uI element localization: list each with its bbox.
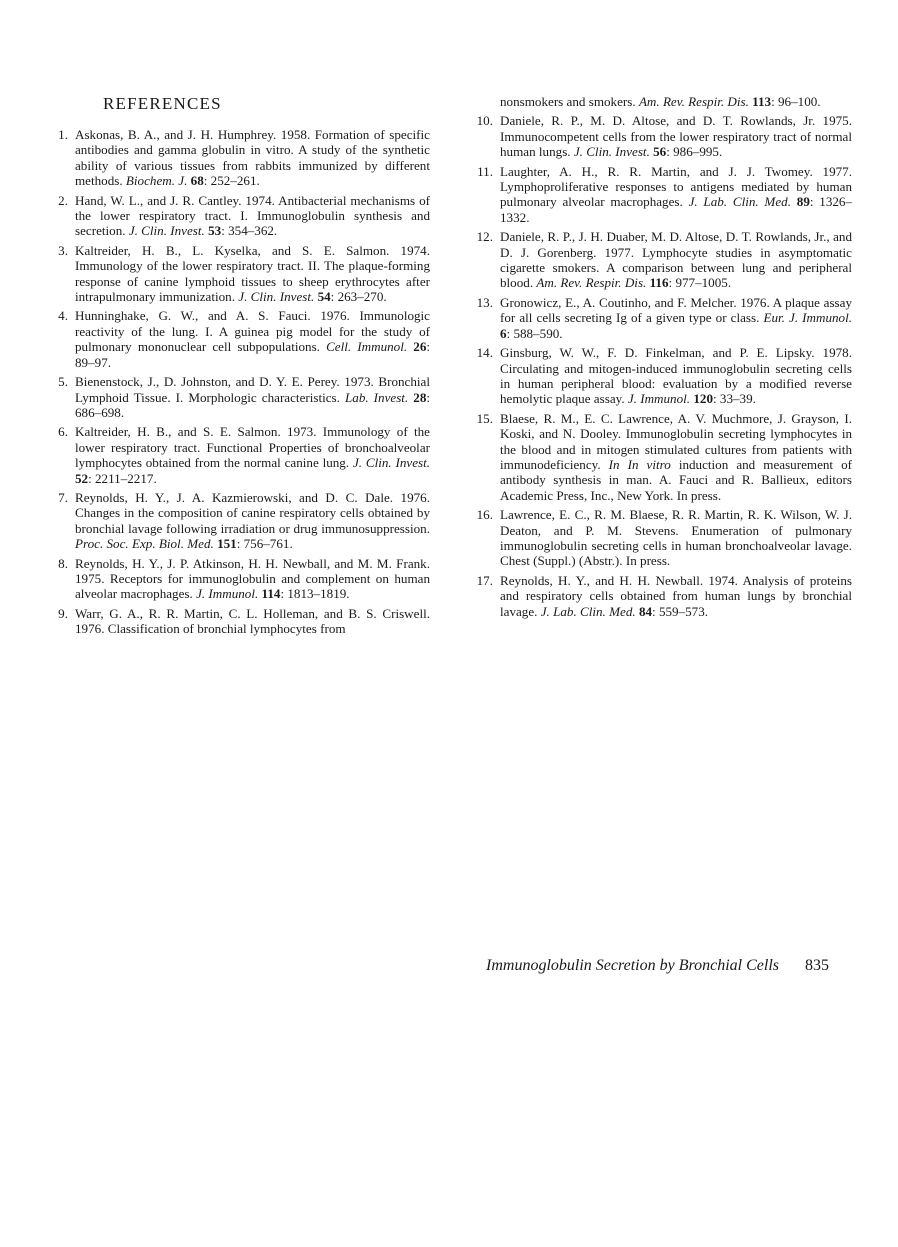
reference-number: 5. [58,374,68,390]
reference-number: 2. [58,192,68,208]
reference-volume: 116 [649,275,669,291]
page-number: 835 [805,957,829,974]
reference-journal: J. Immunol. [196,586,259,602]
reference-text: Laughter, A. H., R. R. Martin, and J. J. Twomey. 1977. Lymphoproliferative responses to antigens mediated by human pulmonary alveolar macrophages. [500,163,852,210]
reference-journal: Biochem. J. [125,173,188,189]
reference-5 [50,374,430,420]
reference-pages: : 686–698. [75,389,430,420]
reference-1 [50,127,430,189]
reference-text: Askonas, B. A., and J. H. Humphrey. 1958. Formation of specific antibodies and gamma globulin in vitro. A study of the synthetic ability of various tissues from rabbits immunized by different methods. [75,127,430,189]
reference-6 [50,424,430,486]
reference-volume: 54 [317,289,331,305]
reference-number: 14. [476,345,493,361]
reference-2 [50,193,430,239]
reference-7 [50,490,430,552]
reference-number: 10. [476,113,493,129]
running-title: Immunoglobulin Secretion by Bronchial Cells [486,957,779,974]
reference-volume: 56 [653,144,667,160]
references-heading: REFERENCES [103,94,222,113]
reference-journal: Cell. Immunol. [326,339,408,355]
reference-text: Warr, G. A., R. R. Martin, C. L. Holleman, and B. S. Criswell. 1976. Classification of bronchial lymphocytes from [75,605,430,637]
reference-pages: : 2211–2217. [88,470,157,486]
reference-volume: 84 [638,603,653,619]
reference-pages: : 252–261. [203,173,260,189]
reference-journal: Proc. Soc. Exp. Biol. Med. [75,536,214,552]
reference-pages: : 33–39. [712,391,756,407]
reference-text: Daniele, R. P., M. D. Altose, and D. T. Rowlands, Jr. 1975. Immunocompetent cells from the lower respiratory tract of normal human lungs. [500,113,852,160]
reference-journal: J. Clin. Invest. [352,455,431,471]
reference-14 [475,345,852,407]
reference-pages: : 263–270. [330,289,387,305]
reference-number: 11. [477,163,493,179]
reference-4 [50,308,430,370]
reference-pages: : 756–761. [236,536,293,552]
reference-number: 15. [476,410,493,426]
reference-11 [475,164,852,226]
reference-pages: : 986–995. [666,144,723,160]
reference-text: Reynolds, H. Y., J. A. Kazmierowski, and D. C. Dale. 1976. Changes in the composition of canine respiratory cells obtained by bronchial lavage following irradiation or drug immunosuppression. [75,489,430,536]
reference-pages: : 354–362. [221,223,278,239]
reference-number: 13. [476,294,493,310]
reference-number: 1. [58,127,68,142]
reference-text: Reynolds, H. Y., J. P. Atkinson, H. H. Newball, and M. M. Frank. 1975. Receptors for immunoglobulin and complement on human alveolar macrophages. [75,555,430,602]
reference-13 [475,295,852,341]
reference-3 [50,243,430,305]
reference-volume: 53 [208,223,222,239]
reference-15 [475,411,852,503]
reference-journal: J. Clin. Invest. [238,289,315,305]
reference-journal: J. Immunol. [627,391,691,407]
reference-number: 12. [476,229,493,245]
reference-journal: J. Lab. Clin. Med. [688,194,791,210]
reference-pages: : 977–1005. [668,275,732,291]
reference-number: 17. [476,572,493,588]
reference-book-title: In In vitro [608,456,671,472]
reference-volume: 28 [413,389,427,405]
reference-volume: 26 [413,339,427,355]
reference-text: Reynolds, H. Y., and H. H. Newball. 1974. Analysis of proteins and respiratory cells obtained from human lungs by bronchial lavage. [500,572,852,619]
reference-text: nonsmokers and smokers. [500,94,639,109]
reference-17 [475,573,852,619]
reference-text: Blaese, R. M., E. C. Lawrence, A. V. Muchmore, J. Grayson, I. Koski, and N. Dooley. Immunoglobulin secreting lymphocytes in the blood and in mitogen stimulated cultures from patients with immunodeficiency. [500,410,852,472]
reference-text: Bienenstock, J., D. Johnston, and D. Y. E. Perey. 1973. Bronchial Lymphoid Tissue. I. Morphologic characteristics. [75,374,430,405]
reference-text: Ginsburg, W. W., F. D. Finkelman, and P. E. Lipsky. 1978. Circulating and mitogen-induced immunoglobulin secreting cells in human peripheral blood: evaluation by a modified reverse hemolytic plaque assay. [500,345,852,407]
reference-text: Lawrence, E. C., R. M. Blaese, R. R. Martin, R. K. Wilson, W. J. Deaton, and P. M. Stevens. Enumeration of pulmonary immunoglobulin secreting cells in human bronchoalveolar lavage. Chest (Suppl.) (Abstr.). In press. [500,507,852,569]
reference-journal: Eur. J. Immunol. [763,310,852,326]
reference-volume: 89 [796,194,810,210]
reference-9-continuation [500,94,852,109]
reference-pages: : 1813–1819. [280,586,350,602]
reference-text: Hunninghake, G. W., and A. S. Fauci. 1976. Immunologic reactivity of the lung. I. A guinea pig model for the study of pulmonary mononuclear cell subpopulations. [75,308,430,355]
reference-number: 9. [58,605,68,621]
reference-volume: 52 [75,470,89,486]
reference-number: 4. [58,308,68,324]
reference-pages: : 559–573. [652,603,709,619]
reference-number: 7. [58,489,68,505]
reference-pages: : 588–590. [506,325,563,341]
reference-9 [50,606,430,637]
page-footer [486,957,829,975]
reference-volume: 120 [693,391,713,407]
reference-number: 6. [58,424,68,440]
reference-journal: Am. Rev. Respir. Dis. [638,94,749,109]
reference-volume: 113 [752,94,772,109]
references-column-left [50,127,430,641]
reference-text: Kaltreider, H. B., and S. E. Salmon. 1973. Immunology of the lower respiratory tract. Functional Properties of bronchoalveolar lymphocytes obtained from the normal canine lung. [75,424,430,471]
reference-journal: J. Lab. Clin. Med. [540,603,636,619]
reference-16 [475,507,852,569]
reference-text: Kaltreider, H. B., L. Kyselka, and S. E. Salmon. 1974. Immunology of the lower respiratory tract. II. The plaque-forming response of canine lymphoid tissues to sheep erythrocytes after intrapulmonary immunization. [75,242,430,305]
reference-volume: 6 [500,325,507,341]
reference-number: 16. [476,507,493,523]
reference-volume: 114 [261,586,281,602]
reference-text: Gronowicz, E., A. Coutinho, and F. Melcher. 1976. A plaque assay for all cells secreting Ig of a given type or class. [500,294,852,326]
reference-12 [475,229,852,291]
reference-pages: : 89–97. [75,339,431,370]
references-column-right [475,94,852,623]
reference-pages: induction and measurement of antibody synthesis in man. A. Fauci and R. Ballieux, editors Academic Press, Inc., New York. In press. [500,456,853,503]
reference-volume: 68 [190,173,204,189]
reference-journal: Lab. Invest. [344,389,409,405]
reference-text: Hand, W. L., and J. R. Cantley. 1974. Antibacterial mechanisms of the lower respiratory tract. I. Immunoglobulin synthesis and secretion. [75,192,430,239]
reference-journal: J. Clin. Invest. [573,144,650,160]
reference-pages: : 96–100. [771,94,821,109]
reference-journal: Am. Rev. Respir. Dis. [536,275,647,291]
reference-10 [475,113,852,159]
reference-number: 3. [58,242,68,258]
reference-journal: J. Clin. Invest. [128,223,205,239]
reference-pages: : 1326–1332. [500,194,853,225]
reference-number: 8. [58,555,68,571]
reference-volume: 151 [217,536,237,552]
reference-8 [50,556,430,602]
reference-text: Daniele, R. P., J. H. Duaber, M. D. Altose, D. T. Rowlands, Jr., and D. J. Gorenberg. 1977. Lymphocyte studies in asymptomatic cigarette smokers. A comparison between lung and peripheral blood. [500,229,852,291]
